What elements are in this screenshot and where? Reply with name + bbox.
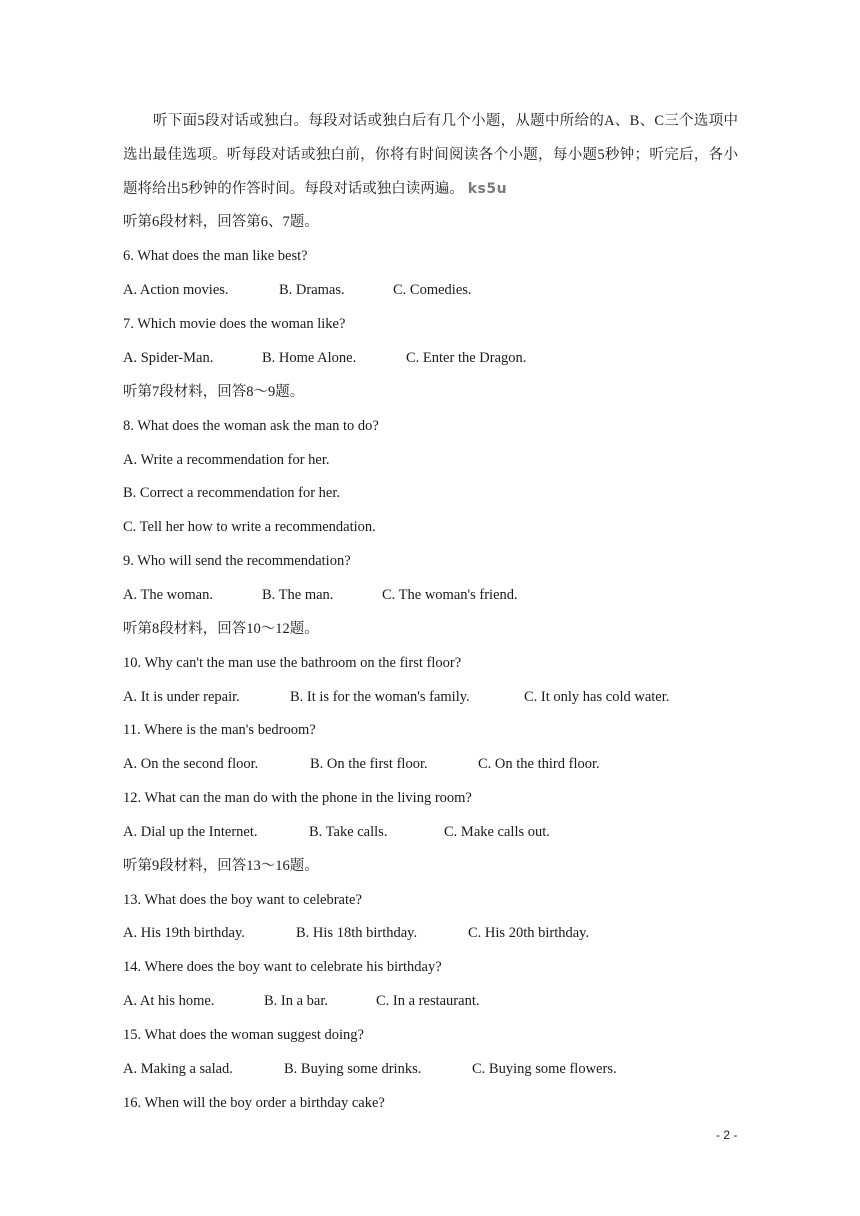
section-header: 听第7段材料，回答8～9题。 xyxy=(123,384,305,400)
option-c: C. Tell her how to write a recommendation. xyxy=(123,519,376,535)
option-a: A. The woman. xyxy=(123,587,213,603)
question-stem: 9. Who will send the recommendation? xyxy=(123,553,351,569)
option-a: A. Action movies. xyxy=(123,282,229,298)
question-stem: 13. What does the boy want to celebrate? xyxy=(123,892,362,908)
option-c: C. Make calls out. xyxy=(444,824,550,840)
instructions-paragraph xyxy=(123,104,738,206)
option-b: B. Dramas. xyxy=(279,282,345,298)
page-number: - 2 - xyxy=(716,1128,738,1142)
question-stem: 6. What does the man like best? xyxy=(123,248,308,264)
option-b: B. His 18th birthday. xyxy=(296,925,418,941)
option-c: C. In a restaurant. xyxy=(376,993,480,1009)
section-header: 听第6段材料，回答第6、7题。 xyxy=(123,214,319,230)
question-stem: 11. Where is the man's bedroom? xyxy=(123,722,316,738)
option-a: A. Dial up the Internet. xyxy=(123,824,258,840)
option-b: B. On the first floor. xyxy=(310,756,428,772)
option-a: A. Write a recommendation for her. xyxy=(123,452,330,468)
option-a: A. At his home. xyxy=(123,993,215,1009)
question-stem: 10. Why can't the man use the bathroom on the first floor? xyxy=(123,655,462,671)
option-a: A. On the second floor. xyxy=(123,756,259,772)
option-c: C. Buying some flowers. xyxy=(472,1061,617,1077)
option-c: C. It only has cold water. xyxy=(524,689,670,705)
ks5u-watermark-logo: ks5u xyxy=(467,181,508,197)
option-b: B. It is for the woman's family. xyxy=(290,689,470,705)
option-c: C. On the third floor. xyxy=(478,756,600,772)
option-b: B. Correct a recommendation for her. xyxy=(123,485,341,501)
question-stem: 7. Which movie does the woman like? xyxy=(123,316,346,332)
question-stem: 8. What does the woman ask the man to do? xyxy=(123,418,379,434)
question-stem: 16. When will the boy order a birthday cake? xyxy=(123,1095,385,1111)
question-stem: 14. Where does the boy want to celebrate his birthday? xyxy=(123,959,442,975)
option-c: C. The woman's friend. xyxy=(382,587,518,603)
section-header: 听第8段材料，回答10～12题。 xyxy=(123,621,319,637)
section-header: 听第9段材料，回答13～16题。 xyxy=(123,858,319,874)
question-stem: 12. What can the man do with the phone in the living room? xyxy=(123,790,472,806)
option-b: B. In a bar. xyxy=(264,993,329,1009)
option-a: A. His 19th birthday. xyxy=(123,925,245,941)
question-stem: 15. What does the woman suggest doing? xyxy=(123,1027,364,1043)
option-b: B. Take calls. xyxy=(309,824,388,840)
option-a: A. Making a salad. xyxy=(123,1061,233,1077)
instructions-text: 听下面5段对话或独白。每段对话或独白后有几个小题，从题中所给的A、B、C三个选项中选出最佳选项。听每段对话或独白前，你将有时间阅读各个小题，每小题5秒钟；听完后，各小题将给出5秒钟的作答时间。每段对话或独白读两遍。 xyxy=(123,113,738,197)
option-b: B. Buying some drinks. xyxy=(284,1061,422,1077)
option-c: C. Comedies. xyxy=(393,282,472,298)
option-b: B. The man. xyxy=(262,587,334,603)
option-a: A. Spider-Man. xyxy=(123,350,214,366)
option-c: C. His 20th birthday. xyxy=(468,925,590,941)
option-a: A. It is under repair. xyxy=(123,689,240,705)
option-b: B. Home Alone. xyxy=(262,350,357,366)
option-c: C. Enter the Dragon. xyxy=(406,350,527,366)
